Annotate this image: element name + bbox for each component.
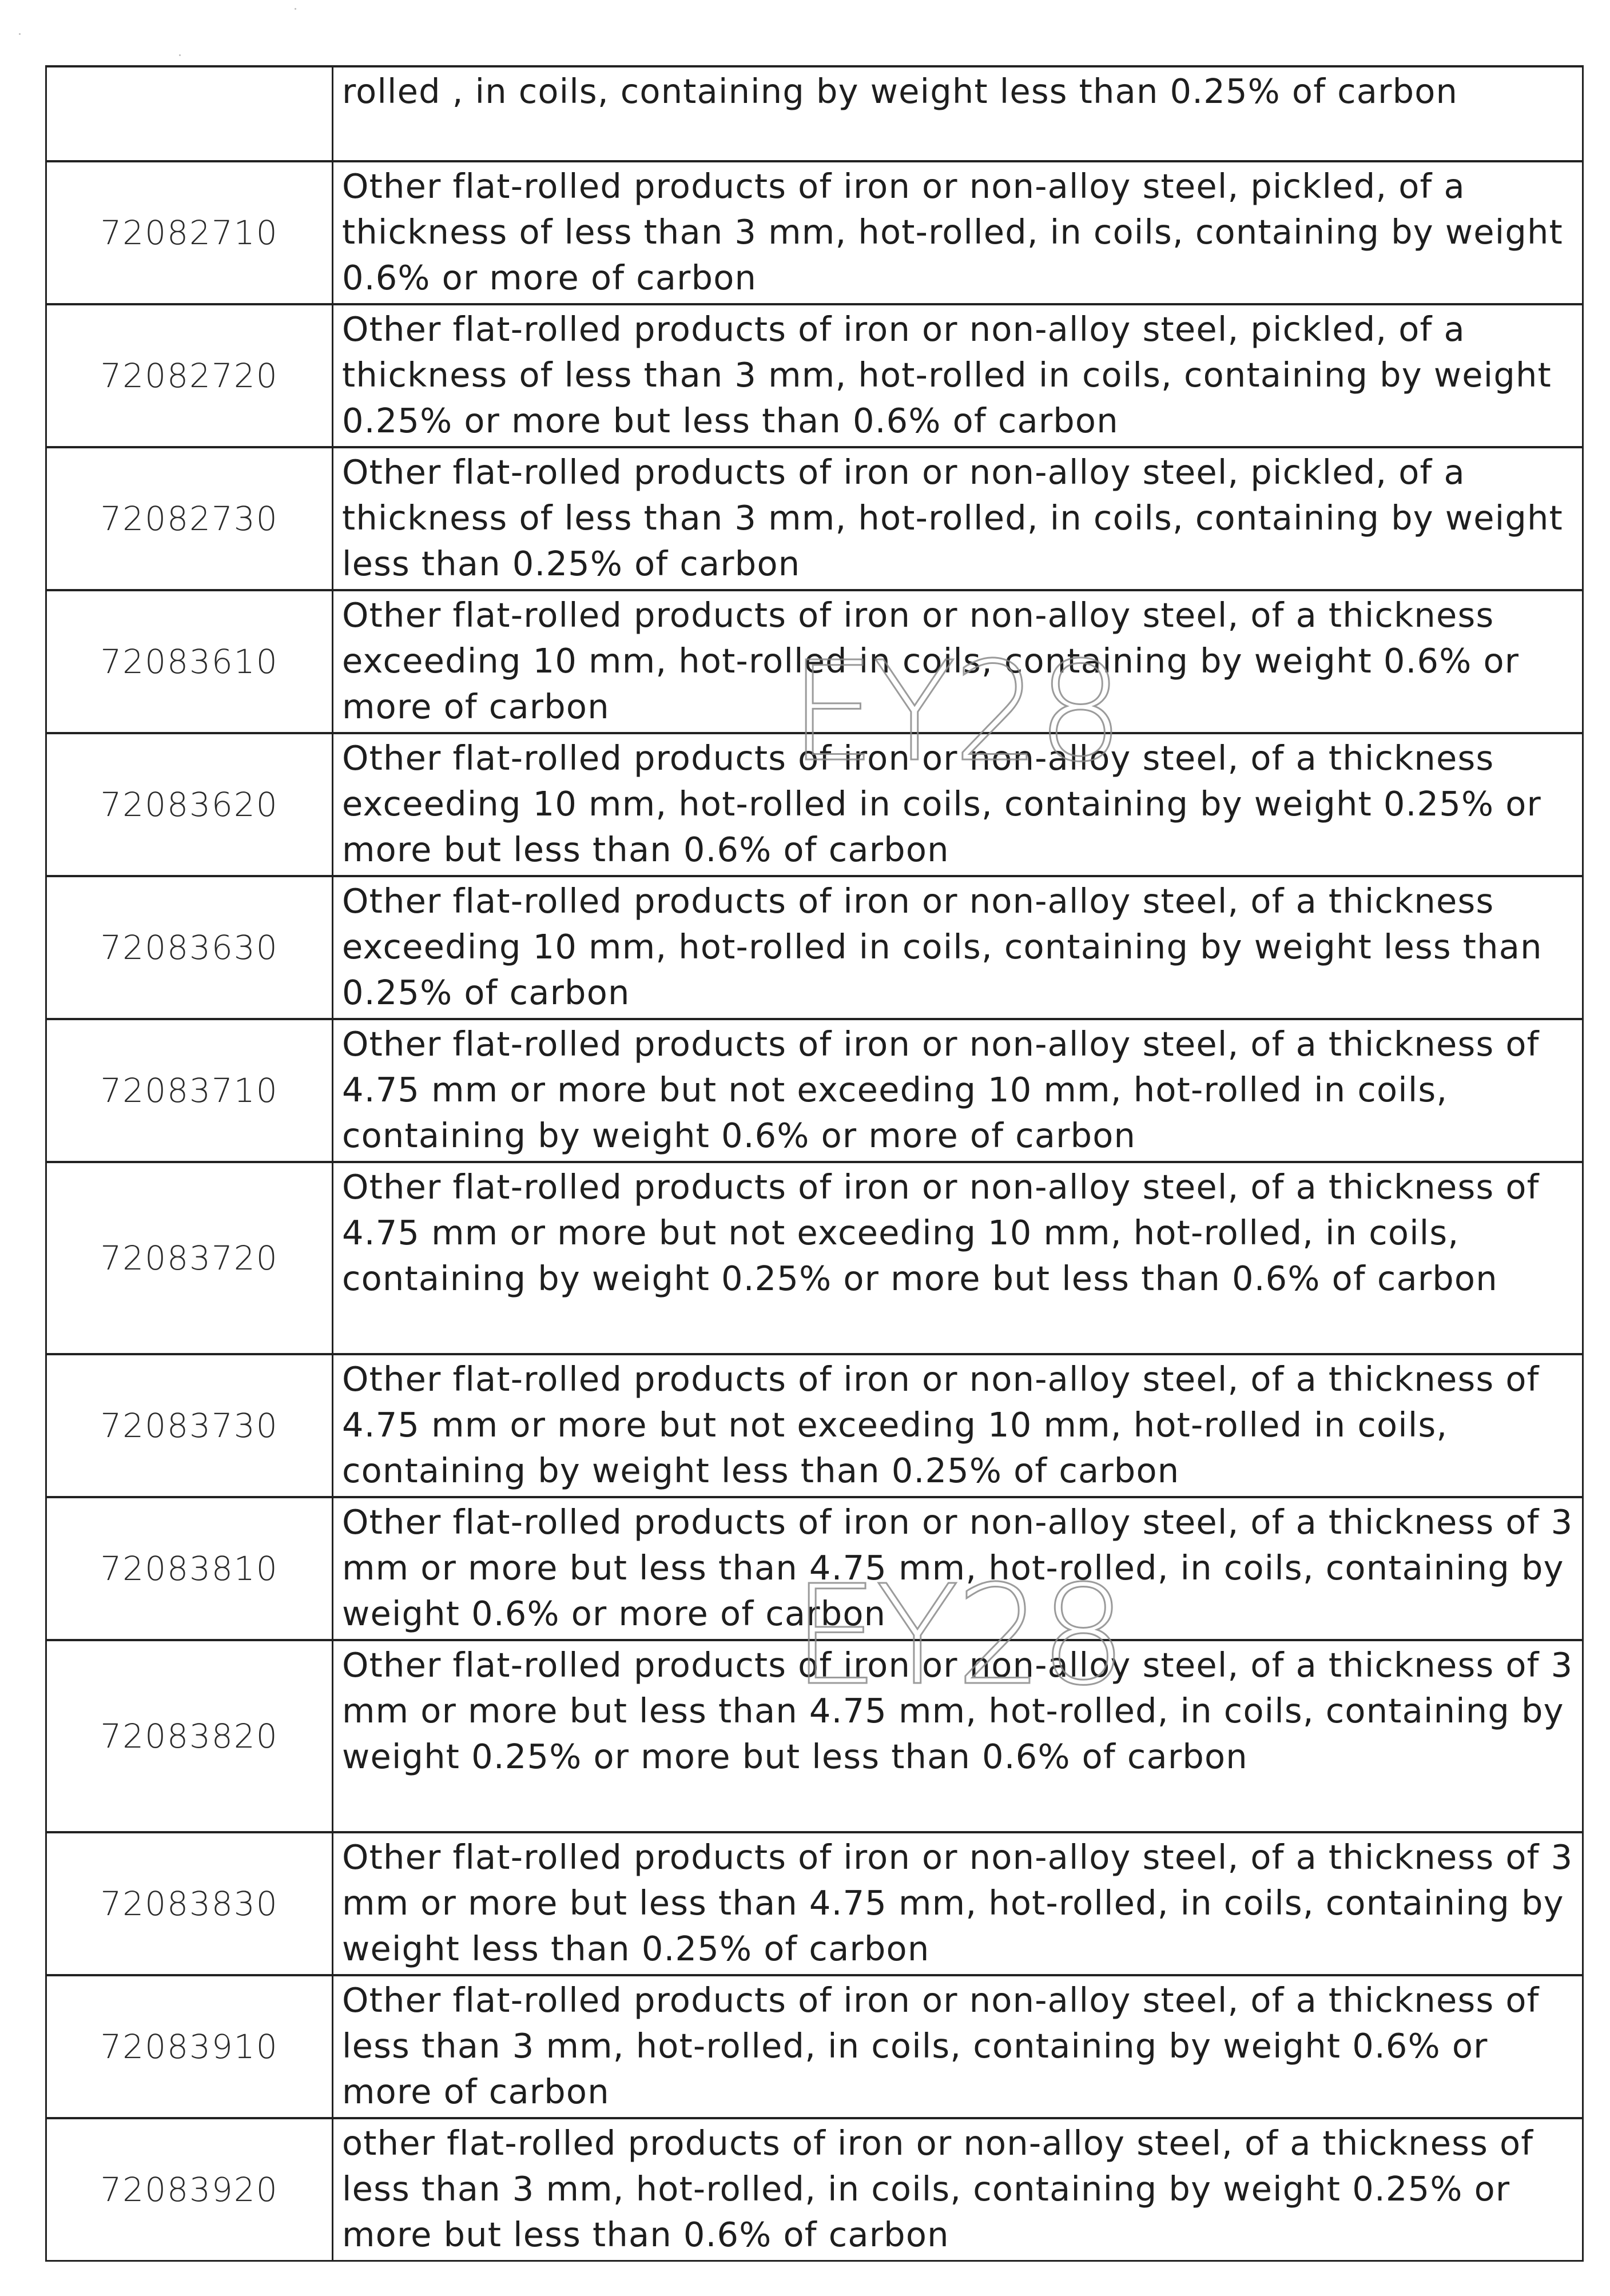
tariff-description: Other flat-rolled products of iron or non-alloy steel, of a thickness of 3 mm or more but less than 4.75 mm, hot-rolled, in coils, containing by weight 0.25% or more but less than 0.6% of carbon [333, 1640, 1583, 1832]
tariff-description: Other flat-rolled products of iron or non-alloy steel, pickled, of a thickness of less than 3 mm, hot-rolled, in coils, containing by weight 0.6% or more of carbon [333, 161, 1583, 304]
tariff-description: Other flat-rolled products of iron or non-alloy steel, of a thickness of 3 mm or more but less than 4.75 mm, hot-rolled, in coils, containing by weight 0.6% or more of carbon [333, 1497, 1583, 1640]
table-row [46, 1354, 1583, 1497]
tariff-code: 72083720 [46, 1162, 333, 1354]
table-row [46, 447, 1583, 590]
table-row [46, 2118, 1583, 2261]
tariff-description: rolled , in coils, containing by weight less than 0.25% of carbon [333, 66, 1583, 161]
scan-speck [179, 54, 181, 56]
table-row [46, 161, 1583, 304]
table-row [46, 590, 1583, 733]
watermark-stamp: EY28 [792, 1555, 1124, 1716]
table-row [46, 1162, 1583, 1354]
tariff-code: 72082720 [46, 304, 333, 447]
tariff-description: Other flat-rolled products of iron or non-alloy steel, of a thickness exceeding 10 mm, hot-rolled in coils, containing by weight less than 0.25% of carbon [333, 876, 1583, 1019]
tariff-code: 72083820 [46, 1640, 333, 1832]
tariff-code: 72083920 [46, 2118, 333, 2261]
tariff-code: 72082710 [46, 161, 333, 304]
tariff-description: Other flat-rolled products of iron or non-alloy steel, of a thickness of 4.75 mm or more but not exceeding 10 mm, hot-rolled in coils, containing by weight less than 0.25% of carbon [333, 1354, 1583, 1497]
table-row [46, 1832, 1583, 1975]
tariff-description: Other flat-rolled products of iron or non-alloy steel, of a thickness of 4.75 mm or more but not exceeding 10 mm, hot-rolled, in coils, containing by weight 0.25% or more but less than 0.6% of carbon [333, 1162, 1583, 1354]
tariff-code: 72083730 [46, 1354, 333, 1497]
scan-speck [295, 8, 296, 10]
tariff-code: 72083620 [46, 733, 333, 876]
tariff-code: 72083630 [46, 876, 333, 1019]
tariff-description: Other flat-rolled products of iron or non-alloy steel, of a thickness exceeding 10 mm, hot-rolled in coils, containing by weight 0.6% or more of carbon [333, 590, 1583, 733]
scan-speck [19, 33, 21, 35]
tariff-code: 72082730 [46, 447, 333, 590]
table-row [46, 1975, 1583, 2118]
tariff-code: 72083810 [46, 1497, 333, 1640]
tariff-code: 72083710 [46, 1019, 333, 1162]
table-row [46, 733, 1583, 876]
tariff-description: Other flat-rolled products of iron or non-alloy steel, of a thickness of 3 mm or more but less than 4.75 mm, hot-rolled, in coils, containing by weight less than 0.25% of carbon [333, 1832, 1583, 1975]
tariff-code: 72083830 [46, 1832, 333, 1975]
watermark-stamp: EY28 [789, 632, 1121, 792]
tariff-code [46, 66, 333, 161]
tariff-description: Other flat-rolled products of iron or non-alloy steel, of a thickness of 4.75 mm or more but not exceeding 10 mm, hot-rolled in coils, containing by weight 0.6% or more of carbon [333, 1019, 1583, 1162]
table-row [46, 876, 1583, 1019]
table-row [46, 1019, 1583, 1162]
table-row [46, 1497, 1583, 1640]
tariff-code: 72083910 [46, 1975, 333, 2118]
tariff-description: other flat-rolled products of iron or non-alloy steel, of a thickness of less than 3 mm, hot-rolled, in coils, containing by weight 0.25% or more but less than 0.6% of carbon [333, 2118, 1583, 2261]
table-row [46, 66, 1583, 161]
tariff-description: Other flat-rolled products of iron or non-alloy steel, pickled, of a thickness of less than 3 mm, hot-rolled, in coils, containing by weight less than 0.25% of carbon [333, 447, 1583, 590]
tariff-description: Other flat-rolled products of iron or non-alloy steel, of a thickness of less than 3 mm, hot-rolled, in coils, containing by weight 0.6% or more of carbon [333, 1975, 1583, 2118]
tariff-description: Other flat-rolled products of iron or non-alloy steel, of a thickness exceeding 10 mm, hot-rolled in coils, containing by weight 0.25% or more but less than 0.6% of carbon [333, 733, 1583, 876]
table-row [46, 304, 1583, 447]
tariff-code: 72083610 [46, 590, 333, 733]
tariff-table [45, 65, 1584, 2262]
tariff-description: Other flat-rolled products of iron or non-alloy steel, pickled, of a thickness of less than 3 mm, hot-rolled in coils, containing by weight 0.25% or more but less than 0.6% of carbon [333, 304, 1583, 447]
table-row [46, 1640, 1583, 1832]
